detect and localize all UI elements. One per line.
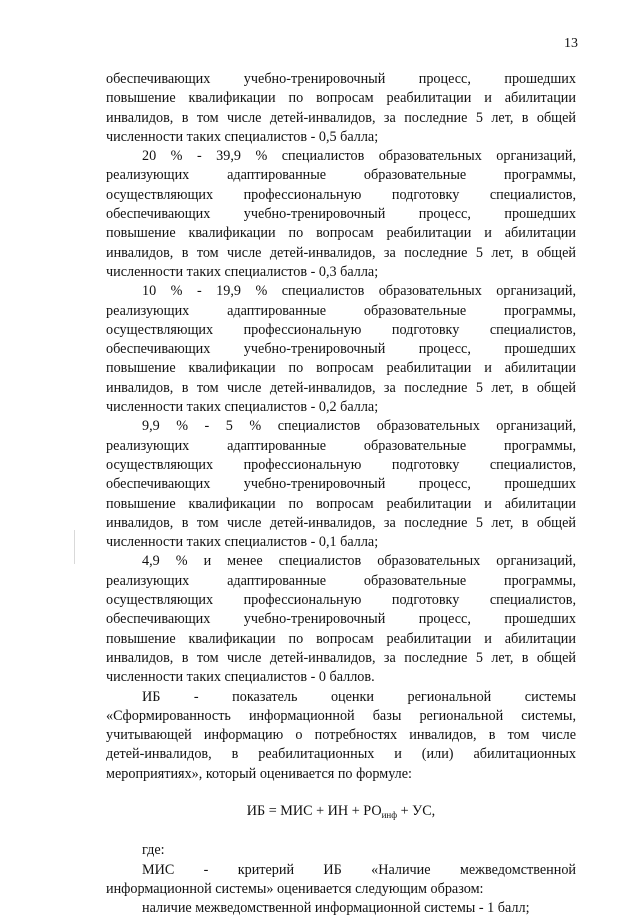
text-line: 4,9 % и менее специалистов образовательных организаций, xyxy=(142,553,576,570)
text-line: численности таких специалистов - 0,5 балла; xyxy=(106,128,379,145)
text-line: повышение квалификации по вопросам реабилитации и абилитации xyxy=(106,90,576,107)
text-line: повышение квалификации по вопросам реабилитации и абилитации xyxy=(106,360,576,377)
text-block-definitions xyxy=(106,841,576,918)
text-line: повышение квалификации по вопросам реабилитации и абилитации xyxy=(106,225,576,242)
text-line: наличие межведомственной информационной системы - 1 балл; xyxy=(142,900,530,917)
text-line: где: xyxy=(142,842,165,859)
text-line: повышение квалификации по вопросам реабилитации и абилитации xyxy=(106,630,576,647)
text-line: информационной системы» оценивается следующим образом: xyxy=(106,880,484,897)
text-line: реализующих адаптированные образовательные программы, xyxy=(106,437,576,454)
text-line: численности таких специалистов - 0,3 балла; xyxy=(106,263,379,280)
text-line: повышение квалификации по вопросам реабилитации и абилитации xyxy=(106,495,576,512)
text-line: осуществляющих профессиональную подготовку специалистов, xyxy=(106,456,576,473)
text-line: численности таких специалистов - 0,2 балла; xyxy=(106,399,379,416)
text-line: учитывающей информацию о потребностях инвалидов, в том числе xyxy=(106,727,576,744)
text-line: обеспечивающих учебно-тренировочный процесс, прошедших xyxy=(106,206,576,223)
text-line: инвалидов, в том числе детей-инвалидов, за последние 5 лет, в общей xyxy=(106,649,576,666)
formula-main: ИБ = МИС + ИН + РО xyxy=(246,802,382,819)
text-line: инвалидов, в том числе детей-инвалидов, за последние 5 лет, в общей xyxy=(106,109,576,126)
text-line: МИС - критерий ИБ «Наличие межведомственной xyxy=(142,861,576,878)
formula-tail: + УС, xyxy=(397,802,436,819)
text-line: инвалидов, в том числе детей-инвалидов, за последние 5 лет, в общей xyxy=(106,514,576,531)
text-line: осуществляющих профессиональную подготовку специалистов, xyxy=(106,186,576,203)
formula-subscript: инф xyxy=(381,809,398,820)
margin-mark xyxy=(74,530,75,564)
page-number: 13 xyxy=(564,36,578,51)
text-line: 20 % - 39,9 % специалистов образовательных организаций, xyxy=(142,148,576,165)
text-block-criteria xyxy=(106,70,576,784)
text-line: 9,9 % - 5 % специалистов образовательных организаций, xyxy=(142,418,576,435)
text-line: обеспечивающих учебно-тренировочный процесс, прошедших xyxy=(106,611,576,628)
text-line: инвалидов, в том числе детей-инвалидов, за последние 5 лет, в общей xyxy=(106,244,576,261)
text-line: «Сформированность информационной базы региональной системы, xyxy=(106,707,576,724)
text-line: детей-инвалидов, в реабилитационных и (или) абилитационных xyxy=(106,746,576,763)
text-line: инвалидов, в том числе детей-инвалидов, за последние 5 лет, в общей xyxy=(106,379,576,396)
text-line: реализующих адаптированные образовательные программы, xyxy=(106,572,576,589)
text-line: осуществляющих профессиональную подготовку специалистов, xyxy=(106,321,576,338)
text-line: реализующих адаптированные образовательные программы, xyxy=(106,302,576,319)
text-line: реализующих адаптированные образовательные программы, xyxy=(106,167,576,184)
body-text xyxy=(106,70,576,918)
text-line: численности таких специалистов - 0,1 балла; xyxy=(106,534,379,551)
text-line: осуществляющих профессиональную подготовку специалистов, xyxy=(106,592,576,609)
formula xyxy=(106,802,576,821)
text-line: обеспечивающих учебно-тренировочный процесс, прошедших xyxy=(106,476,576,493)
text-line: 10 % - 19,9 % специалистов образовательных организаций, xyxy=(142,283,576,300)
text-line: обеспечивающих учебно-тренировочный процесс, прошедших xyxy=(106,71,576,87)
text-line: ИБ - показатель оценки региональной системы xyxy=(142,688,576,705)
text-line: обеспечивающих учебно-тренировочный процесс, прошедших xyxy=(106,341,576,358)
text-line: численности таких специалистов - 0 баллов. xyxy=(106,669,375,686)
text-line: мероприятиях», который оценивается по формуле: xyxy=(106,765,412,782)
